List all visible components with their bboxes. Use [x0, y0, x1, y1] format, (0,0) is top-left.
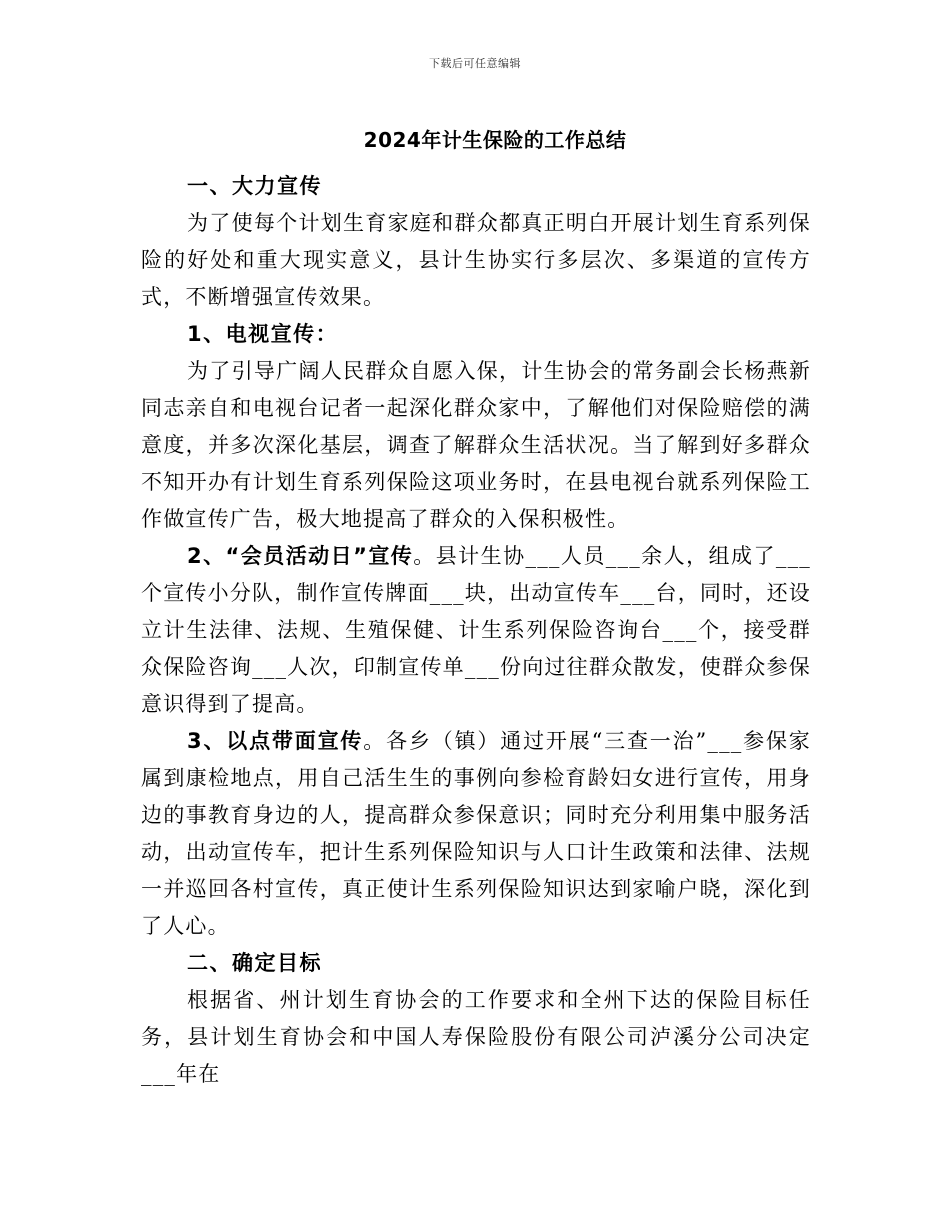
- paragraph-lead: 2、“会员活动日”宣传: [187, 544, 414, 568]
- section-heading-2: 二、确定目标: [187, 951, 322, 975]
- paragraph: 为了引导广阔人民群众自愿入保，计生协会的常务副会长杨燕新同志亲自和电视台记者一起深化群众家中，了解他们对保险赔偿的满意度，并多次深化基层，调查了解群众生活状况。当了解到好多群众不知开办有计划生育系列保险这项业务时，在县电视台就系列保险工作做宣传广告，极大地提高了群众的入保积极性。: [141, 359, 811, 531]
- paragraph-text: 。各乡（镇）通过开展“三查一治”___参保家属到康检地点，用自己活生生的事例向参检育龄妇女进行宣传，用身边的事教育身边的人，提高群众参保意识；同时充分利用集中服务活动，出动宣传车，把计生系列保险知识与人口计生政策和法律、法规一并巡回各村宣传，真正使计生系列保险知识达到家喻户晓，深化到了人心。: [141, 729, 811, 938]
- paragraph: 根据省、州计划生育协会的工作要求和全州下达的保险目标任务，县计划生育协会和中国人寿保险股份有限公司泸溪分公司决定___年在: [141, 988, 811, 1086]
- subsection-heading-tv: 1、电视宣传：: [187, 322, 339, 346]
- document-body: [141, 168, 811, 1093]
- paragraph: [141, 723, 811, 945]
- document-title: 2024年计生保险的工作总结: [363, 128, 627, 152]
- paragraph: [141, 538, 811, 723]
- paragraph-lead: 3、以点带面宣传: [187, 729, 364, 753]
- section-heading-1: 一、大力宣传: [187, 174, 322, 198]
- paragraph: 为了使每个计划生育家庭和群众都真正明白开展计划生育系列保险的好处和重大现实意义，县计生协实行多层次、多渠道的宣传方式，不断增强宣传效果。: [141, 211, 811, 309]
- paragraph-text: 。县计生协___人员___余人，组成了___个宣传小分队，制作宣传牌面___块，出动宣传车___台，同时，还设立计生法律、法规、生殖保健、计生系列保险咨询台___个，接受群众保险咨询___人次，印制宣传单___份向过往群众散发，使群众参保意识得到了提高。: [141, 544, 811, 716]
- header-note: 下载后可任意编辑: [429, 57, 521, 70]
